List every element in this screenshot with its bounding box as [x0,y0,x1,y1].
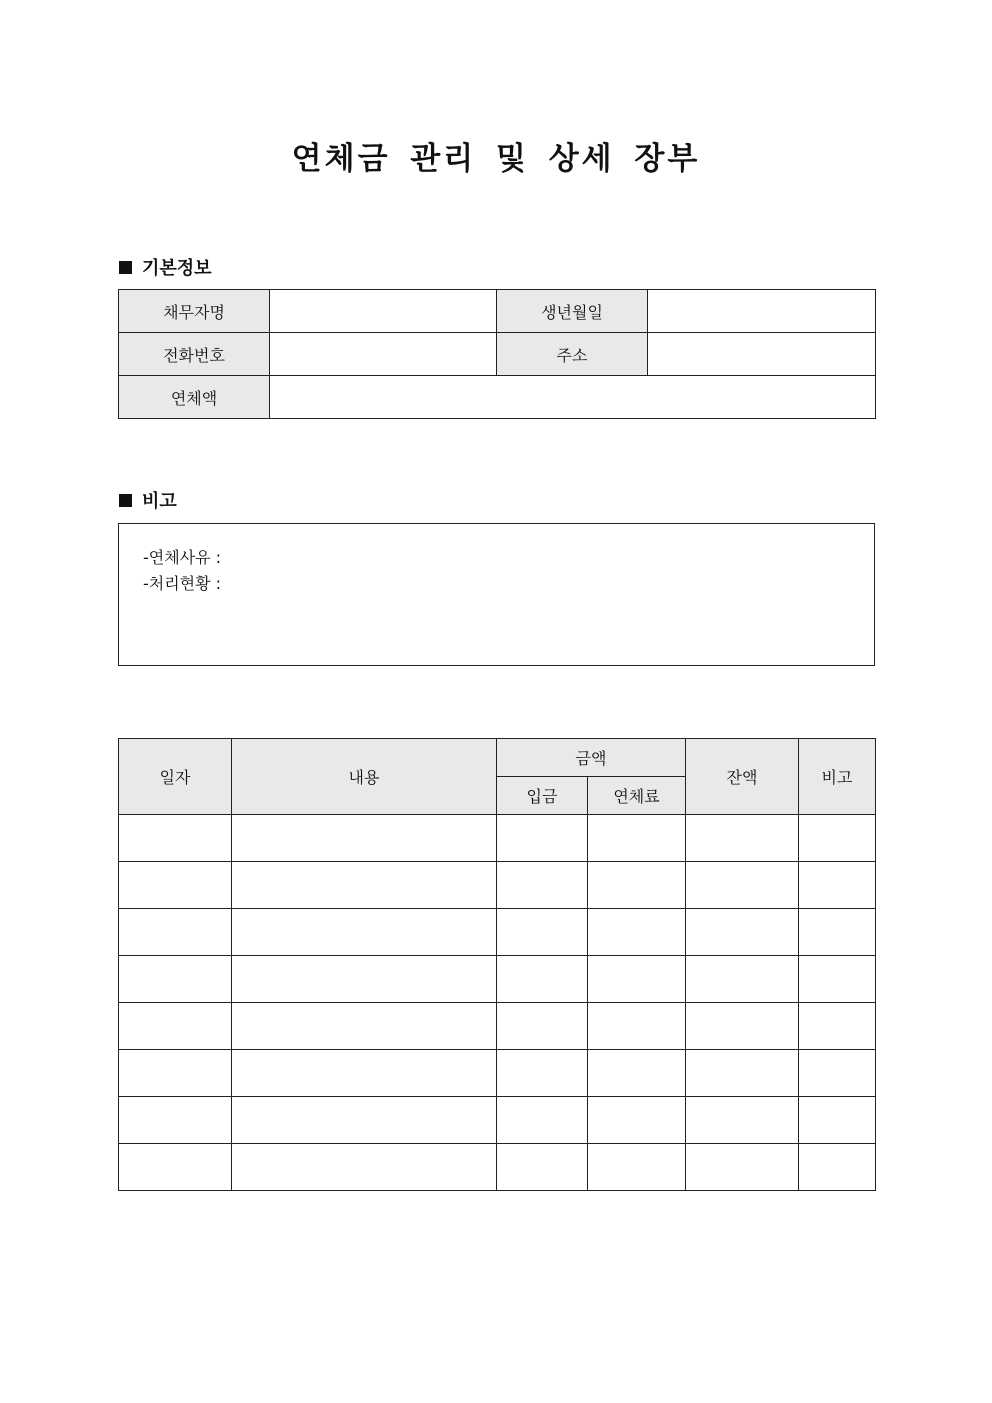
late-fee-cell[interactable] [588,1050,686,1097]
date-cell[interactable] [119,815,232,862]
debtor-name-field[interactable] [270,290,497,333]
birth-date-field[interactable] [648,290,876,333]
balance-cell[interactable] [686,1050,799,1097]
content-cell[interactable] [232,1003,497,1050]
note-cell[interactable] [799,1050,876,1097]
table-row [119,1144,876,1191]
ledger-table [118,738,876,1191]
date-cell[interactable] [119,909,232,956]
table-row [119,909,876,956]
col-header-late-fee: 연체료 [588,777,686,815]
table-row [119,862,876,909]
late-fee-cell[interactable] [588,1097,686,1144]
content-cell[interactable] [232,1097,497,1144]
table-row [119,1050,876,1097]
date-cell[interactable] [119,1050,232,1097]
late-fee-cell[interactable] [588,1003,686,1050]
balance-cell[interactable] [686,909,799,956]
phone-label: 전화번호 [119,333,270,376]
deposit-cell[interactable] [497,815,588,862]
note-cell[interactable] [799,862,876,909]
remarks-heading-label: 비고 [142,491,177,512]
remarks-heading [119,487,177,513]
balance-cell[interactable] [686,956,799,1003]
note-cell[interactable] [799,956,876,1003]
date-cell[interactable] [119,1097,232,1144]
deposit-cell[interactable] [497,862,588,909]
content-cell[interactable] [232,909,497,956]
basic-info-table [118,289,876,419]
col-header-deposit: 입금 [497,777,588,815]
overdue-amount-label: 연체액 [119,376,270,419]
late-fee-cell[interactable] [588,909,686,956]
late-fee-cell[interactable] [588,862,686,909]
deposit-cell[interactable] [497,1050,588,1097]
square-bullet-icon [119,494,132,507]
birth-date-label: 생년월일 [497,290,648,333]
debtor-name-label: 채무자명 [119,290,270,333]
overdue-amount-field[interactable] [270,376,876,419]
table-row [119,1097,876,1144]
note-cell[interactable] [799,1003,876,1050]
deposit-cell[interactable] [497,1097,588,1144]
note-cell[interactable] [799,1144,876,1191]
table-row [119,815,876,862]
content-cell[interactable] [232,815,497,862]
address-label: 주소 [497,333,648,376]
date-cell[interactable] [119,862,232,909]
late-fee-cell[interactable] [588,956,686,1003]
page-title: 연체금 관리 및 상세 장부 [291,141,701,177]
content-cell[interactable] [232,1144,497,1191]
content-cell[interactable] [232,956,497,1003]
deposit-cell[interactable] [497,1003,588,1050]
col-header-note: 비고 [799,739,876,815]
deposit-cell[interactable] [497,909,588,956]
processing-status-line: -처리현황 : [143,574,222,593]
square-bullet-icon [119,261,132,274]
balance-cell[interactable] [686,862,799,909]
deposit-cell[interactable] [497,1144,588,1191]
col-header-balance: 잔액 [686,739,799,815]
table-row [119,956,876,1003]
late-fee-cell[interactable] [588,1144,686,1191]
overdue-reason-line: -연체사유 : [143,548,222,567]
col-header-content: 내용 [232,739,497,815]
phone-field[interactable] [270,333,497,376]
basic-info-heading [119,254,212,280]
note-cell[interactable] [799,1097,876,1144]
content-cell[interactable] [232,862,497,909]
address-field[interactable] [648,333,876,376]
date-cell[interactable] [119,1144,232,1191]
col-header-date: 일자 [119,739,232,815]
balance-cell[interactable] [686,815,799,862]
table-row [119,1003,876,1050]
note-cell[interactable] [799,909,876,956]
date-cell[interactable] [119,1003,232,1050]
balance-cell[interactable] [686,1144,799,1191]
balance-cell[interactable] [686,1003,799,1050]
deposit-cell[interactable] [497,956,588,1003]
note-cell[interactable] [799,815,876,862]
basic-info-heading-label: 기본정보 [142,258,212,279]
remarks-box[interactable] [118,523,875,666]
late-fee-cell[interactable] [588,815,686,862]
balance-cell[interactable] [686,1097,799,1144]
date-cell[interactable] [119,956,232,1003]
col-header-amount: 금액 [497,739,686,777]
content-cell[interactable] [232,1050,497,1097]
